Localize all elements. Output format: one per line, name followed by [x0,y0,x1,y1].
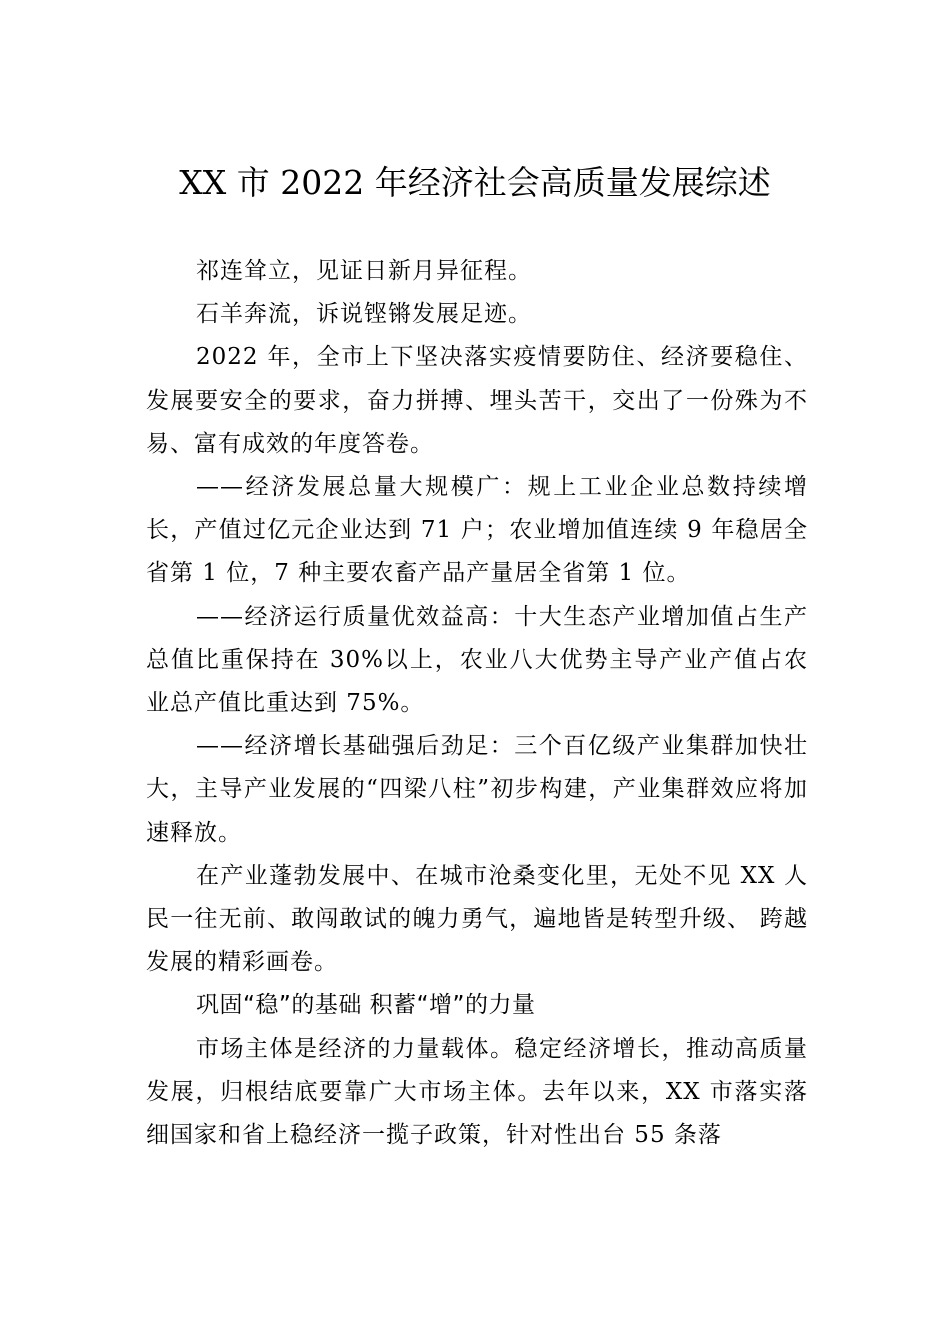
paragraph-3: 2022 年，全市上下坚决落实疫情要防住、经济要稳住、发展要安全的要求，奋力拼搏、埋头苦干，交出了一份殊为不易、富有成效的年度答卷。 [146,344,808,457]
paragraph-2: 石羊奔流，诉说铿锵发展足迹。 [196,301,532,328]
paragraph-4: ——经济发展总量大规模广：规上工业企业总数持续增长，产值过亿元企业达到 71 户；农业增加值连续 9 年稳居全省第 1 位，7 种主要农畜产品产量居全省第 1 位。 [146,474,808,587]
document-body [146,250,808,1157]
paragraph-7: 在产业蓬勃发展中、在城市沧桑变化里，无处不见 XX 人民一往无前、敢闯敢试的魄力勇气，遍地皆是转型升级、 跨越发展的精彩画卷。 [146,862,808,976]
document-title: XX 市 2022 年经济社会高质量发展综述 [179,163,771,202]
paragraph-1: 祁连耸立，见证日新月异征程。 [196,258,532,284]
section-heading: 巩固“稳”的基础 积蓄“增”的力量 [196,992,536,1019]
paragraph-6: ——经济增长基础强后劲足：三个百亿级产业集群加快壮大，主导产业发展的“四梁八柱”初步构建，产业集群效应将加速释放。 [146,733,808,846]
paragraph-5: ——经济运行质量优效益高：十大生态产业增加值占生产总值比重保持在 30%以上，农业八大优势主导产业产值占农业总产值比重达到 75%。 [146,603,808,717]
section-paragraph: 市场主体是经济的力量载体。稳定经济增长，推动高质量发展，归根结底要靠广大市场主体。去年以来，XX 市落实落细国家和省上稳经济一揽子政策，针对性出台 55 条落 [146,1035,808,1149]
